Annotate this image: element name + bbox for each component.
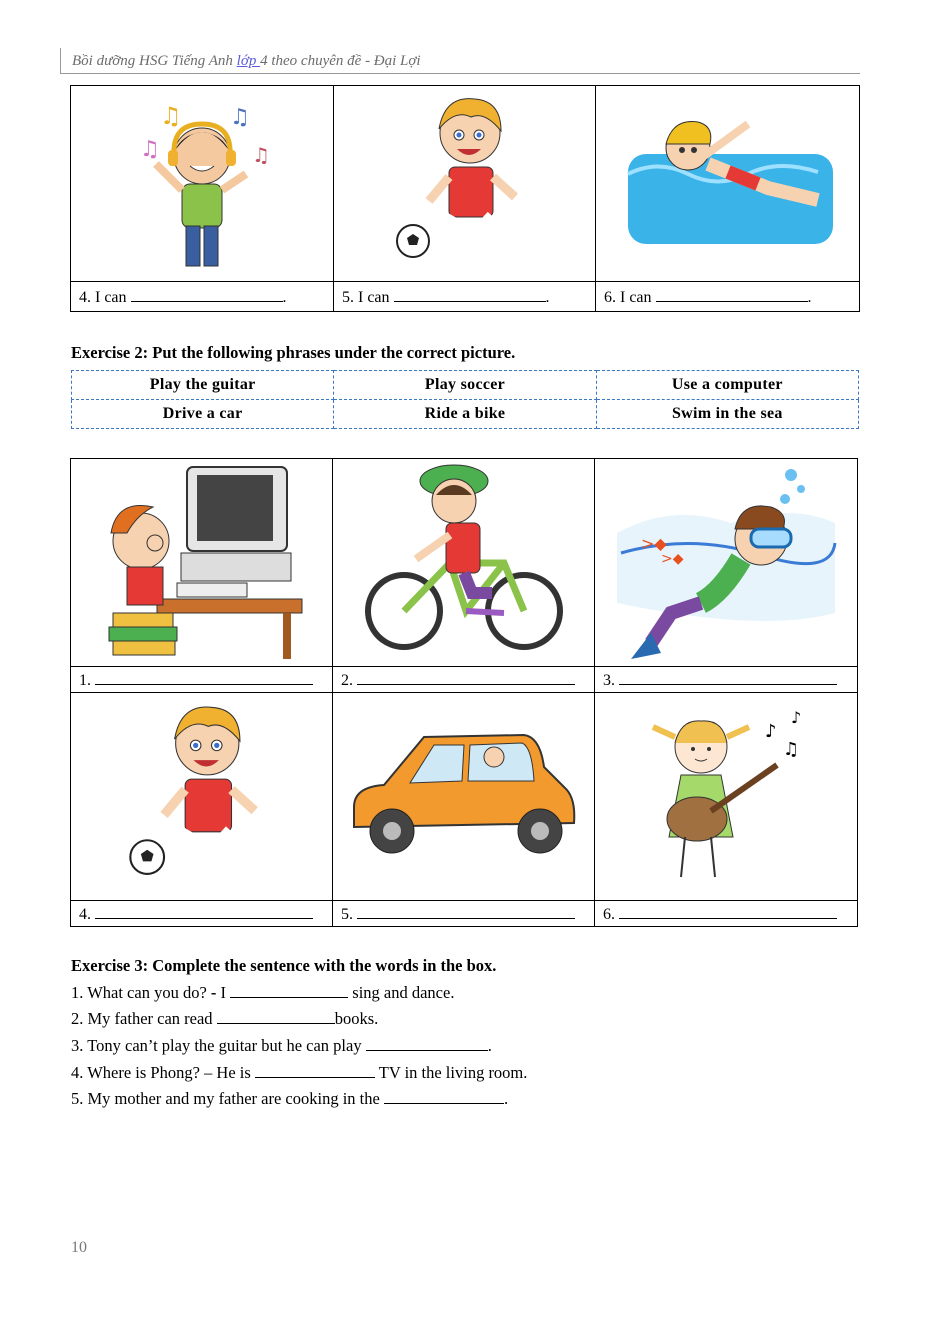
header-rule	[60, 73, 860, 74]
picture-cell	[334, 86, 596, 282]
phrase-cell: Swim in the sea	[596, 400, 858, 429]
boy-swimming-underwater-icon	[611, 463, 841, 663]
picture-cell	[71, 693, 333, 901]
exercise3-title: Exercise 3: Complete the sentence with the words in the box.	[71, 956, 497, 975]
picture-cell	[71, 86, 334, 282]
boy-swimming-icon	[618, 104, 838, 264]
answer-blank[interactable]	[357, 904, 575, 919]
page-number: 10	[71, 1239, 87, 1256]
answer-blank[interactable]	[656, 287, 808, 302]
picture-cell	[596, 86, 860, 282]
header-link[interactable]: lớp	[236, 53, 261, 69]
phrase-cell: Play the guitar	[72, 371, 334, 400]
picture-cell	[595, 459, 858, 667]
running-header	[60, 48, 860, 74]
sentence-3: 3. Tony can’t play the guitar but he can play .	[71, 1036, 492, 1055]
picture-cell	[595, 693, 858, 901]
answer-blank[interactable]	[217, 1009, 335, 1024]
answer-blank[interactable]	[357, 670, 575, 685]
answer-blank[interactable]	[95, 670, 313, 685]
svg-text:♫: ♫	[160, 101, 182, 130]
header-text: Bồi dưỡng HSG Tiếng Anh lớp 4 theo chuyên đề - Đại Lợi	[72, 53, 421, 69]
exercise2-picture-table	[70, 458, 858, 927]
boy-playing-soccer-icon	[107, 699, 297, 894]
answer-blank[interactable]	[366, 1036, 488, 1051]
exercise1-picture-table	[70, 85, 860, 312]
svg-text:♫: ♫	[252, 142, 270, 167]
answer-blank[interactable]	[619, 670, 837, 685]
phrase-cell: Ride a bike	[334, 400, 596, 429]
sentence-2: 2. My father can read books.	[71, 1009, 379, 1028]
man-driving-car-icon	[344, 727, 584, 867]
phrase-box	[71, 370, 859, 429]
caption-cell: 3.	[595, 667, 858, 693]
caption-cell: 2.	[333, 667, 595, 693]
picture-cell	[333, 693, 595, 901]
caption-cell: 5. I can .	[334, 282, 596, 312]
boy-riding-bike-icon	[354, 463, 574, 663]
svg-text:♫: ♫	[230, 104, 250, 130]
caption-cell: 6. I can .	[596, 282, 860, 312]
svg-text:♪: ♪	[765, 720, 777, 742]
girl-playing-guitar-icon	[641, 707, 811, 887]
answer-blank[interactable]	[255, 1063, 375, 1078]
svg-text:♪: ♪	[791, 707, 802, 727]
answer-blank[interactable]	[95, 904, 313, 919]
header-rule-vertical	[60, 48, 61, 74]
boy-playing-soccer-icon	[375, 91, 555, 276]
phrase-cell: Drive a car	[72, 400, 334, 429]
exercise2-title: Exercise 2: Put the following phrases under the correct picture.	[71, 343, 516, 362]
phrase-cell: Use a computer	[596, 371, 858, 400]
svg-text:♫: ♫	[140, 136, 160, 162]
picture-cell	[71, 459, 333, 667]
phrase-cell: Play soccer	[334, 371, 596, 400]
boy-using-computer-icon	[97, 463, 307, 663]
svg-text:>◆: >◆	[661, 550, 684, 567]
answer-blank[interactable]	[230, 983, 348, 998]
answer-blank[interactable]	[619, 904, 837, 919]
svg-text:>◆: >◆	[641, 533, 667, 553]
answer-blank[interactable]	[394, 287, 546, 302]
caption-cell: 6.	[595, 901, 858, 927]
sentence-5: 5. My mother and my father are cooking in the .	[71, 1089, 509, 1108]
caption-cell: 1.	[71, 667, 333, 693]
answer-blank[interactable]	[131, 287, 283, 302]
caption-cell: 5.	[333, 901, 595, 927]
caption-cell: 4. I can .	[71, 282, 334, 312]
sentence-4: 4. Where is Phong? – He is TV in the living room.	[71, 1063, 528, 1082]
sentence-1: 1. What can you do? - I sing and dance.	[71, 983, 455, 1002]
picture-cell	[333, 459, 595, 667]
svg-text:♫: ♫	[783, 738, 800, 760]
caption-cell: 4.	[71, 901, 333, 927]
boy-listening-music-icon	[122, 94, 282, 274]
answer-blank[interactable]	[384, 1089, 504, 1104]
